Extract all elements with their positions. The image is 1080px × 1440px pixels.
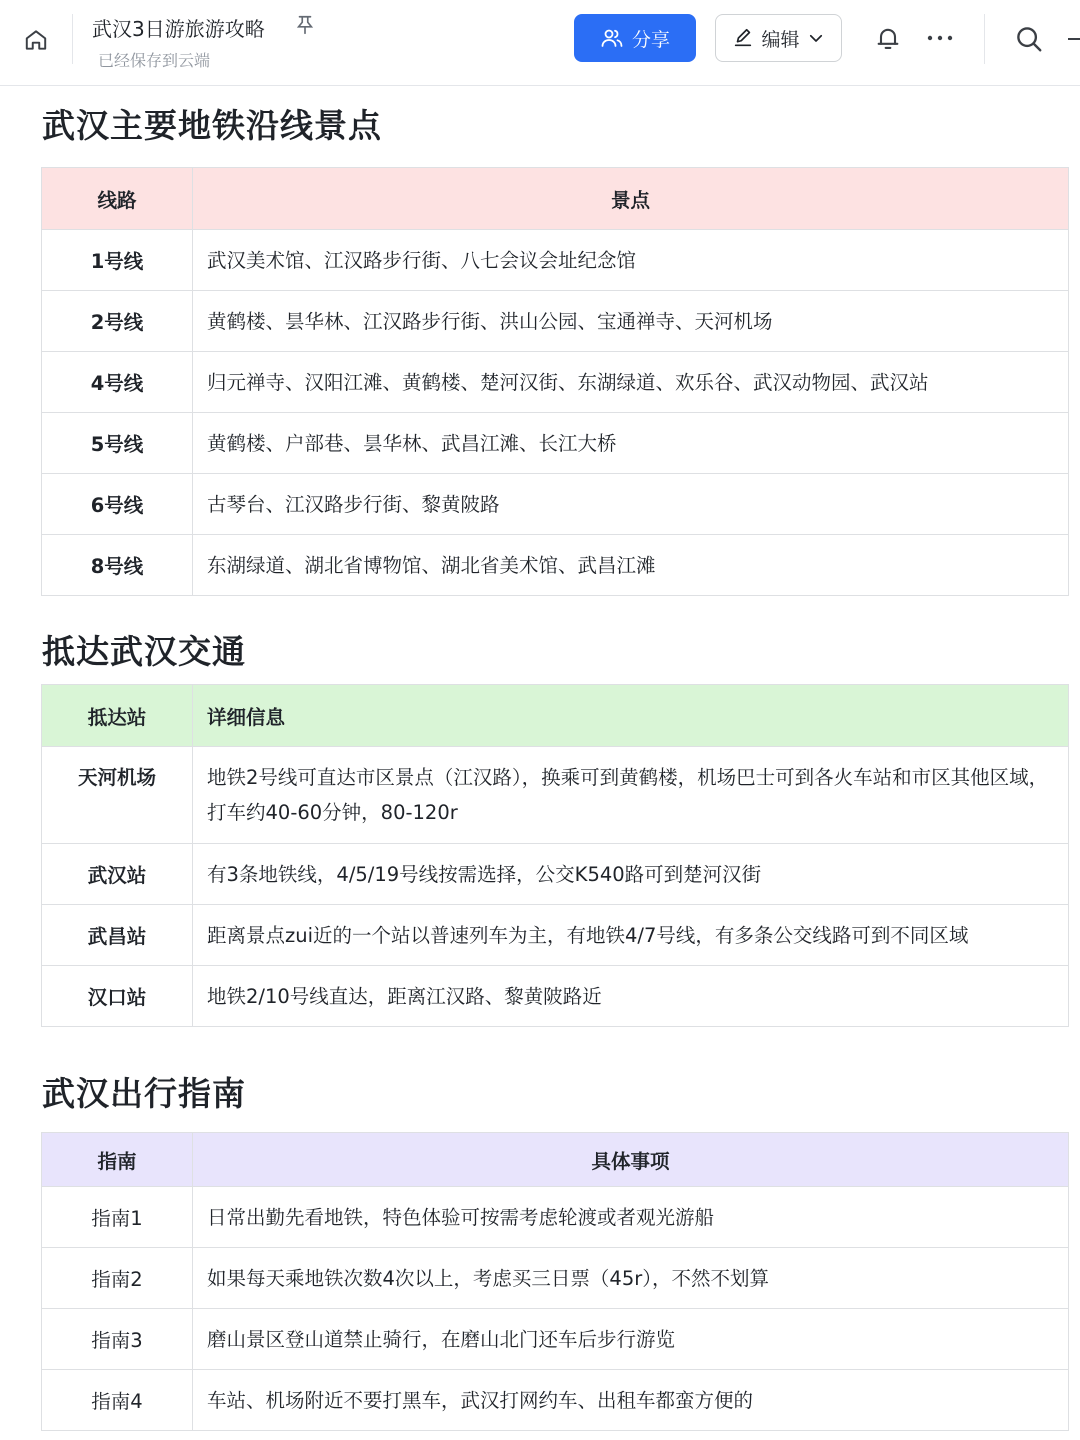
table-cell-value[interactable]: 武汉美术馆、江汉路步行街、八七会议会址纪念馆 bbox=[193, 230, 1069, 291]
save-status: 已经保存到云端 bbox=[98, 51, 211, 70]
table-cell-key[interactable]: 指南1 bbox=[42, 1187, 193, 1248]
table-row bbox=[42, 966, 1069, 1027]
table-row bbox=[42, 352, 1069, 413]
document-title[interactable]: 武汉3日游旅游攻略 bbox=[92, 17, 265, 41]
table-cell-value[interactable]: 东湖绿道、湖北省博物馆、湖北省美术馆、武昌江滩 bbox=[193, 535, 1069, 596]
table-row bbox=[42, 474, 1069, 535]
table-cell-key[interactable]: 1号线 bbox=[42, 230, 193, 291]
table-cell-key[interactable]: 武汉站 bbox=[42, 844, 193, 905]
table-cell-value[interactable]: 归元禅寺、汉阳江滩、黄鹤楼、楚河汉街、东湖绿道、欢乐谷、武汉动物园、武汉站 bbox=[193, 352, 1069, 413]
edit-label: 编辑 bbox=[761, 28, 800, 51]
table-cell-value[interactable]: 日常出勤先看地铁，特色体验可按需考虑轮渡或者观光游船 bbox=[193, 1187, 1069, 1248]
pencil-icon bbox=[732, 27, 754, 49]
section-title-metro: 武汉主要地铁沿线景点 bbox=[42, 106, 382, 145]
table-cell-value[interactable]: 地铁2号线可直达市区景点（江汉路），换乘可到黄鹤楼，机场巴士可到各火车站和市区其他区域，打车约40-60分钟，80-120r bbox=[193, 747, 1069, 844]
share-label: 分享 bbox=[631, 28, 670, 51]
column-header: 景点 bbox=[193, 168, 1069, 230]
home-button[interactable] bbox=[20, 24, 52, 56]
section-title-arrival: 抵达武汉交通 bbox=[42, 632, 246, 671]
table-cell-key[interactable]: 指南2 bbox=[42, 1248, 193, 1309]
table-header-row bbox=[42, 685, 1069, 747]
table-cell-key[interactable]: 4号线 bbox=[42, 352, 193, 413]
metro-table bbox=[41, 167, 1069, 596]
arrival-table bbox=[41, 684, 1069, 1027]
guide-table bbox=[41, 1132, 1069, 1431]
table-row bbox=[42, 291, 1069, 352]
table-cell-key[interactable]: 天河机场 bbox=[42, 747, 193, 844]
table-cell-value[interactable]: 磨山景区登山道禁止骑行，在磨山北门还车后步行游览 bbox=[193, 1309, 1069, 1370]
truncated-toolbar-icon[interactable] bbox=[1068, 38, 1080, 40]
header-divider-2 bbox=[984, 14, 985, 64]
column-header: 抵达站 bbox=[42, 685, 193, 747]
more-icon bbox=[926, 34, 954, 42]
section-title-guide: 武汉出行指南 bbox=[42, 1074, 246, 1113]
table-cell-value[interactable]: 如果每天乘地铁次数4次以上，考虑买三日票（45r），不然不划算 bbox=[193, 1248, 1069, 1309]
edit-mode-button[interactable] bbox=[715, 14, 842, 62]
table-cell-value[interactable]: 有3条地铁线，4/5/19号线按需选择，公交K540路可到楚河汉街 bbox=[193, 844, 1069, 905]
table-header-row bbox=[42, 1133, 1069, 1187]
table-cell-key[interactable]: 6号线 bbox=[42, 474, 193, 535]
column-header: 具体事项 bbox=[193, 1133, 1069, 1187]
table-cell-value[interactable]: 距离景点zui近的一个站以普速列车为主，有地铁4/7号线，有多条公交线路可到不同区域 bbox=[193, 905, 1069, 966]
table-row bbox=[42, 1248, 1069, 1309]
table-cell-value[interactable]: 黄鹤楼、昙华林、江汉路步行街、洪山公园、宝通禅寺、天河机场 bbox=[193, 291, 1069, 352]
bell-icon bbox=[874, 24, 902, 52]
table-cell-key[interactable]: 8号线 bbox=[42, 535, 193, 596]
home-icon bbox=[23, 27, 49, 53]
table-row bbox=[42, 535, 1069, 596]
table-cell-key[interactable]: 5号线 bbox=[42, 413, 193, 474]
table-row bbox=[42, 1187, 1069, 1248]
top-bar bbox=[0, 0, 1080, 86]
pin-icon[interactable] bbox=[294, 14, 316, 36]
search-button[interactable] bbox=[1012, 22, 1046, 56]
table-row bbox=[42, 413, 1069, 474]
table-cell-key[interactable]: 2号线 bbox=[42, 291, 193, 352]
table-row bbox=[42, 905, 1069, 966]
header-divider bbox=[72, 14, 73, 64]
chevron-down-icon bbox=[807, 29, 825, 47]
search-icon bbox=[1014, 24, 1044, 54]
table-cell-key[interactable]: 指南4 bbox=[42, 1370, 193, 1431]
column-header: 指南 bbox=[42, 1133, 193, 1187]
table-cell-value[interactable]: 黄鹤楼、户部巷、昙华林、武昌江滩、长江大桥 bbox=[193, 413, 1069, 474]
table-row bbox=[42, 747, 1069, 844]
column-header: 线路 bbox=[42, 168, 193, 230]
table-row bbox=[42, 844, 1069, 905]
table-cell-key[interactable]: 汉口站 bbox=[42, 966, 193, 1027]
table-row bbox=[42, 1370, 1069, 1431]
users-icon bbox=[600, 26, 624, 50]
column-header: 详细信息 bbox=[193, 685, 1069, 747]
share-button[interactable] bbox=[574, 14, 696, 62]
table-cell-value[interactable]: 古琴台、江汉路步行街、黎黄陂路 bbox=[193, 474, 1069, 535]
table-cell-value[interactable]: 车站、机场附近不要打黑车，武汉打网约车、出租车都蛮方便的 bbox=[193, 1370, 1069, 1431]
table-cell-key[interactable]: 指南3 bbox=[42, 1309, 193, 1370]
table-cell-value[interactable]: 地铁2/10号线直达，距离江汉路、黎黄陂路近 bbox=[193, 966, 1069, 1027]
table-cell-key[interactable]: 武昌站 bbox=[42, 905, 193, 966]
table-row bbox=[42, 1309, 1069, 1370]
table-row bbox=[42, 230, 1069, 291]
notification-button[interactable] bbox=[872, 22, 904, 54]
more-button[interactable] bbox=[922, 22, 958, 54]
table-header-row bbox=[42, 168, 1069, 230]
